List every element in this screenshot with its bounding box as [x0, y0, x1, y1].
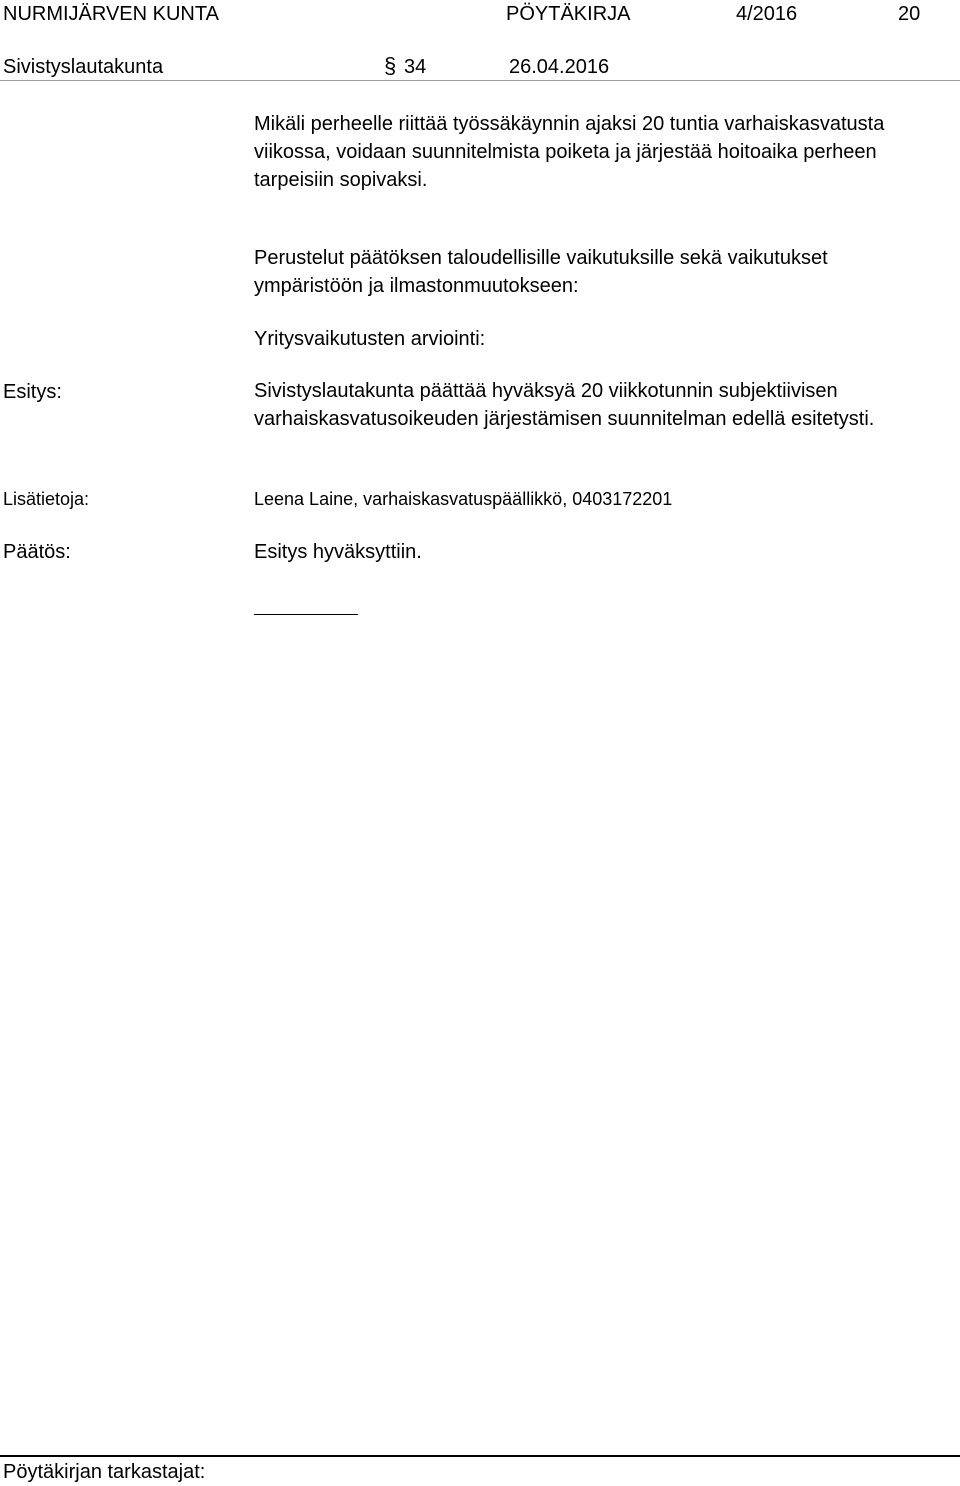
info-label: Lisätietoja: — [3, 489, 90, 509]
page-number: 20 — [898, 3, 921, 25]
document-type: PÖYTÄKIRJA — [506, 3, 631, 25]
section-end-rule — [254, 614, 358, 615]
section-symbol: § — [384, 53, 397, 78]
board-name: Sivistyslautakunta — [3, 56, 164, 78]
meeting-date: 26.04.2016 — [509, 56, 610, 78]
header-divider — [0, 80, 960, 81]
proposal-label: Esitys: — [3, 381, 62, 403]
section-number: 34 — [404, 56, 427, 78]
municipality-name: NURMIJÄRVEN KUNTA — [3, 3, 219, 25]
business-impact-heading: Yritysvaikutusten arviointi: — [254, 328, 486, 350]
decision-label: Päätös: — [3, 541, 71, 563]
intro-paragraph: Mikäli perheelle riittää työssäkäynnin ajaksi 20 tuntia varhaiskasvatusta viikossa, voidaan suunnitelmista poiketa ja järjestää hoitoaika perheen tarpeisiin sopivaksi. — [254, 113, 885, 191]
examiners-label: Pöytäkirjan tarkastajat: — [3, 1461, 206, 1483]
footer-divider — [0, 1455, 960, 1457]
info-text: Leena Laine, varhaiskasvatuspäällikkö, 0403172201 — [254, 489, 673, 509]
rationale-heading-line2: ympäristöön ja ilmastonmuutokseen: — [254, 275, 579, 297]
decision-text: Esitys hyväksyttiin. — [254, 541, 422, 563]
proposal-text: Sivistyslautakunta päättää hyväksyä 20 viikkotunnin subjektiivisen varhaiskasvatusoikeuden järjestämisen suunnitelman edellä esitetysti. — [254, 380, 875, 430]
rationale-heading-line1: Perustelut päätöksen taloudellisille vaikutuksille sekä vaikutukset — [254, 247, 828, 269]
document-number: 4/2016 — [736, 3, 798, 25]
